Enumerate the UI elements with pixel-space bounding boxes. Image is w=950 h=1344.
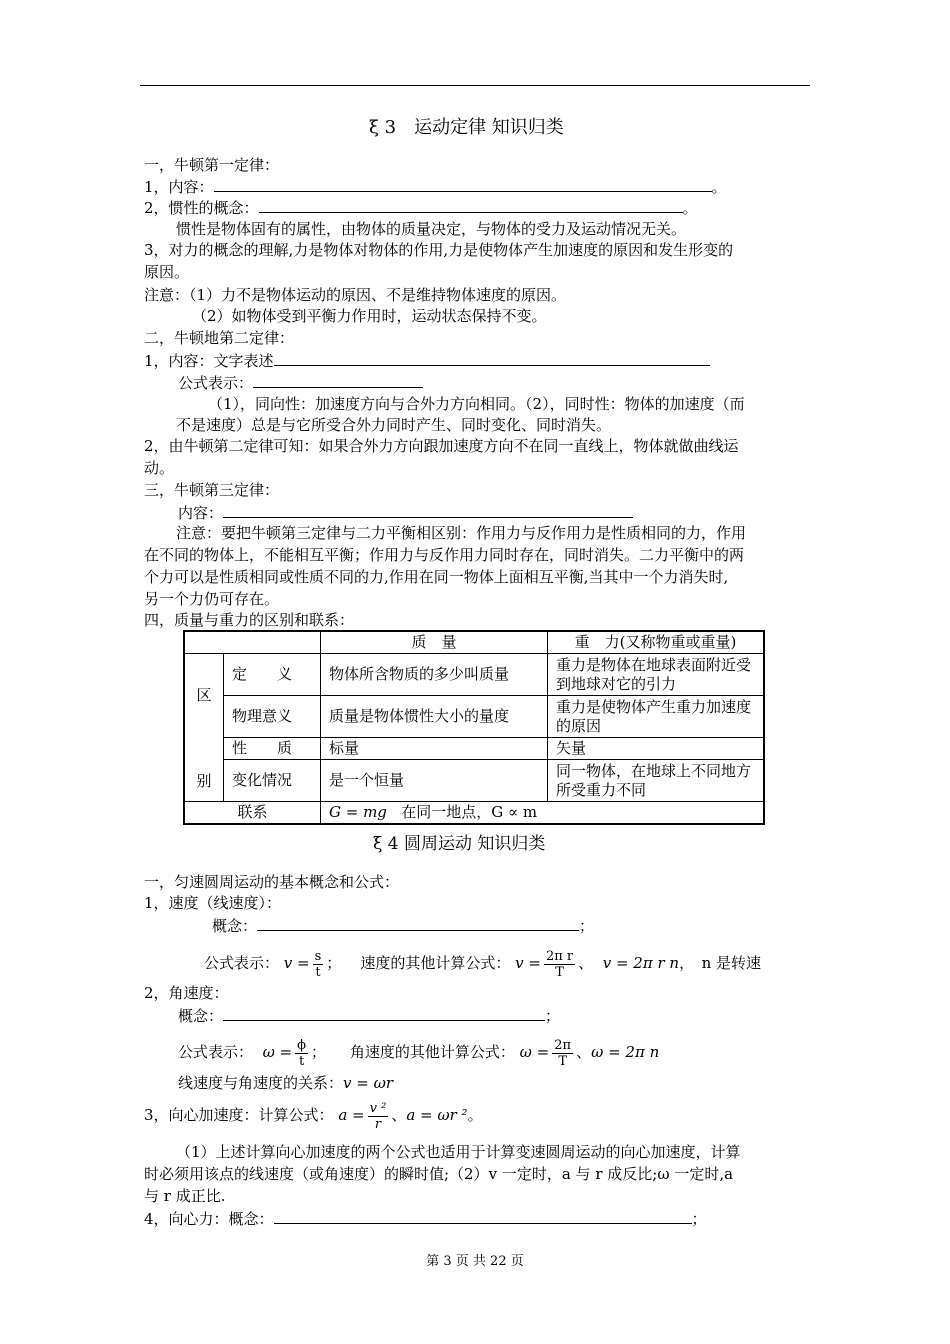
group-label: 区 — [184, 654, 224, 738]
formula-line — [204, 948, 761, 978]
fill-blank — [253, 372, 423, 388]
paragraph: 惯性是物体固有的属性，由物体的质量决定，与物体的受力及运动情况无关。 — [176, 220, 687, 238]
content-line — [144, 1208, 707, 1228]
heading: 一，牛顿第一定律： — [144, 156, 280, 174]
paragraph: （1），同向性：加速度方向与合外力方向相同。（2），同时性：物体的加速度（而 — [208, 395, 745, 413]
fraction — [552, 1038, 573, 1069]
link-cell — [321, 802, 765, 825]
end-mark: ； — [691, 1210, 707, 1228]
label: 1，内容：文字表述 — [144, 352, 274, 370]
denominator: T — [555, 964, 564, 980]
row-label: 物理意义 — [224, 696, 321, 738]
link-label: 联系 — [184, 802, 321, 825]
label: 公式表示： — [178, 1043, 254, 1061]
mass-weight-table — [183, 630, 765, 825]
link-text: 在同一地点，G ∝ m — [401, 803, 538, 821]
group-label: 别 — [184, 738, 224, 802]
subheading: 2，角速度： — [144, 984, 229, 1002]
separator: ； — [326, 954, 342, 972]
end-mark: 。 — [711, 178, 727, 196]
content-line — [144, 197, 698, 217]
numerator: 2π — [554, 1037, 572, 1053]
paragraph: 时必须用该点的线速度（或角速度）的瞬时值;（2）v 一定时，a 与 r 成反比;ω 一定时,a — [144, 1165, 734, 1183]
content-line — [178, 372, 423, 392]
weight-cell: 重力是物体在地球表面附近受到地球对它的引力 — [548, 654, 765, 696]
heading: 一，匀速圆周运动的基本概念和公式： — [144, 873, 400, 891]
label: 公式表示： — [178, 374, 254, 392]
end-mark: ； — [545, 1007, 561, 1025]
formula-lhs: v = — [515, 954, 541, 972]
paragraph: 3，对力的概念的理解,力是物体对物体的作用,力是使物体产生加速度的原因和发生形变的 — [144, 241, 734, 259]
label: 内容： — [178, 504, 224, 522]
page-footer: 第 3 页 共 22 页 — [426, 1254, 524, 1269]
fill-blank — [223, 502, 633, 518]
row-label: 性 质 — [224, 738, 321, 760]
mass-cell: 质量是物体惯性大小的量度 — [321, 696, 548, 738]
mass-cell: 标量 — [321, 738, 548, 760]
numerator: 2π r — [545, 948, 574, 964]
heading: 二，牛顿地第二定律： — [144, 329, 295, 347]
label: 线速度与角速度的关系： — [178, 1074, 344, 1092]
numerator: v ² — [369, 1100, 387, 1116]
row-label: 变化情况 — [224, 760, 321, 802]
formula: ω = 2π n — [591, 1043, 660, 1061]
mass-cell: 物体所含物质的多少叫质量 — [321, 654, 548, 696]
formula: a = ωr ² — [406, 1106, 468, 1124]
paragraph: 注意：要把牛顿第三定律与二力平衡相区别：作用力与反作用力是性质相同的力，作用 — [176, 524, 747, 542]
label: 概念： — [212, 917, 258, 935]
separator: 、 — [578, 954, 594, 972]
content-line — [178, 502, 633, 522]
end-mark: 。 — [682, 199, 698, 217]
separator: 、 — [391, 1106, 407, 1124]
weight-cell: 矢量 — [548, 738, 765, 760]
formula-lhs: ω = — [519, 1043, 550, 1061]
paragraph: 动。 — [144, 459, 175, 477]
formula-lhs: v = — [283, 954, 310, 972]
note: 注意：（1）力不是物体运动的原因、不是维持物体速度的原因。 — [144, 286, 567, 304]
paragraph: 在不同的物体上，不能相互平衡；作用力与反作用力同时存在，同时消失。二力平衡中的两 — [144, 546, 745, 564]
table-corner — [184, 631, 321, 654]
label: 速度的其他计算公式： — [360, 954, 511, 972]
link-formula: G = mg — [329, 803, 387, 821]
note: （2）如物体受到平衡力作用时，运动状态保持不变。 — [192, 307, 547, 325]
fill-blank — [214, 176, 712, 192]
weight-cell: 同一物体，在地球上不同地方所受重力不同 — [548, 760, 765, 802]
denominator: t — [298, 1053, 305, 1069]
formula-lhs: ω = — [262, 1043, 293, 1061]
separator: 、 — [576, 1043, 592, 1061]
formula: v = 2π r n — [602, 954, 680, 972]
header-rule — [140, 85, 810, 86]
paragraph: （1）上述计算向心加速度的两个公式也适用于计算变速圆周运动的向心加速度，计算 — [176, 1143, 741, 1161]
row-label: 定 义 — [224, 654, 321, 696]
content-line — [212, 915, 594, 935]
formula-line — [178, 1037, 659, 1067]
label: 3，向心加速度：计算公式： — [144, 1106, 334, 1124]
heading: 三，牛顿第三定律： — [144, 481, 280, 499]
numerator: ϕ — [297, 1037, 307, 1053]
content-line — [178, 1005, 560, 1025]
label: 角速度的其他计算公式： — [349, 1043, 515, 1061]
table-header-mass: 质 量 — [321, 631, 548, 654]
numerator: s — [314, 948, 322, 964]
fill-blank — [223, 1005, 545, 1021]
label: 2，惯性的概念： — [144, 199, 259, 217]
heading: 四，质量与重力的区别和联系： — [144, 611, 355, 629]
label: 公式表示： — [204, 954, 280, 972]
table-header-weight: 重 力(又称物重或重量) — [548, 631, 765, 654]
separator: ； — [311, 1043, 327, 1061]
paragraph: 不是速度）总是与它所受合外力同时产生、同时变化、同时消失。 — [176, 416, 612, 434]
mass-cell: 是一个恒量 — [321, 760, 548, 802]
note: ， n 是转速 — [679, 954, 762, 972]
weight-cell: 重力是使物体产生重力加速度的原因 — [548, 696, 765, 738]
subheading: 1，速度（线速度）： — [144, 894, 282, 912]
fill-blank — [274, 350, 710, 366]
fraction — [544, 949, 575, 980]
paragraph: 2，由牛顿第二定律可知：如果合外力方向跟加速度方向不在同一直线上，物体就做曲线运 — [144, 437, 739, 455]
formula: v = ωr — [343, 1074, 393, 1092]
end-mark: 。 — [467, 1106, 483, 1124]
fraction — [368, 1101, 389, 1132]
content-line — [178, 1073, 393, 1093]
section-title: ξ 3 运动定律 知识归类 — [369, 117, 564, 138]
paragraph: 另一个力仍可存在。 — [144, 590, 280, 608]
fraction — [313, 949, 324, 980]
label: 1，内容： — [144, 178, 214, 196]
formula-line — [144, 1100, 483, 1130]
paragraph: 个力可以是性质相同或性质不同的力,作用在同一物体上面相互平衡,当其中一个力消失时, — [144, 568, 729, 586]
paragraph: 原因。 — [144, 263, 190, 281]
label: 4，向心力：概念： — [144, 1210, 274, 1228]
end-mark: ； — [579, 917, 595, 935]
fill-blank — [257, 915, 579, 931]
label: 概念： — [178, 1007, 224, 1025]
fill-blank — [259, 197, 683, 213]
denominator: r — [374, 1116, 382, 1132]
formula-lhs: a = — [338, 1106, 365, 1124]
paragraph: 与 r 成正比. — [144, 1187, 226, 1205]
content-line — [144, 350, 710, 370]
fill-blank — [274, 1208, 692, 1224]
content-line — [144, 176, 727, 196]
denominator: T — [558, 1053, 567, 1069]
section-title: ξ 4 圆周运动 知识归类 — [373, 834, 546, 854]
fraction — [295, 1038, 308, 1069]
denominator: t — [315, 964, 321, 980]
